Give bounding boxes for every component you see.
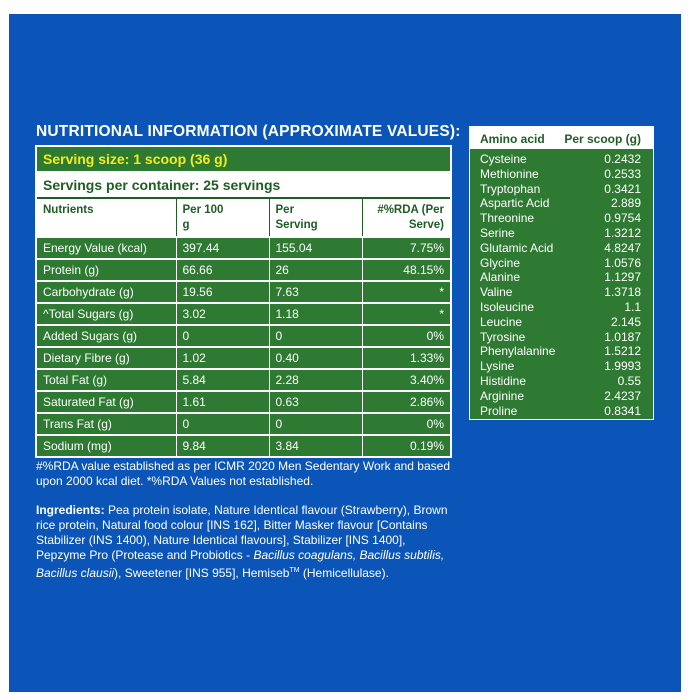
cell-per-serving: 0	[269, 413, 362, 435]
amino-acid-value: 2.4237	[604, 388, 641, 403]
cell-per-serving: 7.63	[269, 281, 362, 303]
amino-acid-name: Threonine	[480, 211, 535, 226]
header-rda	[362, 199, 450, 237]
list-item	[470, 167, 653, 182]
amino-acid-name: Isoleucine	[480, 299, 535, 314]
cell-per-100g: 397.44	[176, 237, 269, 259]
table-row	[37, 435, 450, 456]
amino-acid-name: Proline	[480, 403, 518, 418]
list-item	[470, 359, 653, 374]
cell-nutrient: Trans Fat (g)	[37, 413, 176, 435]
cell-nutrient: Total Fat (g)	[37, 369, 176, 391]
amino-acid-value: 1.1	[624, 299, 641, 314]
list-item	[470, 226, 653, 241]
amino-acid-value: 4.8247	[604, 240, 641, 255]
amino-acid-name: Arginine	[480, 388, 525, 403]
ingredients-label: Ingredients:	[36, 503, 105, 517]
cell-rda: 0%	[362, 413, 450, 435]
cell-per-serving: 3.84	[269, 435, 362, 456]
amino-acid-value: 2.145	[610, 314, 641, 329]
trademark-mark: TM	[289, 567, 300, 574]
nutrition-table	[37, 199, 450, 456]
cell-nutrient: Energy Value (kcal)	[37, 237, 176, 259]
amino-acid-value: 0.55	[617, 373, 641, 388]
cell-per-100g: 9.84	[176, 435, 269, 456]
list-item	[470, 374, 653, 389]
list-item	[470, 330, 653, 345]
list-item	[470, 211, 653, 226]
servings-per-container: Servings per container: 25 servings	[37, 173, 450, 199]
cell-per-serving: 26	[269, 259, 362, 281]
cell-rda: 0%	[362, 325, 450, 347]
amino-acid-value: 0.2432	[604, 152, 641, 166]
amino-acid-name: Lysine	[480, 359, 515, 374]
amino-acid-name: Methionine	[480, 166, 539, 181]
cell-per-100g: 19.56	[176, 281, 269, 303]
cell-per-100g: 1.61	[176, 391, 269, 413]
table-row	[37, 325, 450, 347]
amino-acid-value: 0.2533	[604, 166, 641, 181]
ingredients-text-1: Pea protein isolate, Nature Identical flavour (Strawberry), Brown rice protein, Natural food colour [INS 162], Bitter Masker flavour [Contains Stabilizer (INS 1400), Nature Identical flavours], Stabilizer [INS 1400], Pepzyme Pro (Protease and Probiotics -	[36, 503, 448, 562]
list-item	[470, 241, 653, 256]
amino-acid-name: Aspartic Acid	[480, 196, 550, 211]
cell-rda: *	[362, 281, 450, 303]
cell-nutrient: ^Total Sugars (g)	[37, 303, 176, 325]
cell-per-serving: 2.28	[269, 369, 362, 391]
cell-per-100g: 0	[176, 325, 269, 347]
amino-acid-name: Cysteine	[480, 152, 527, 166]
amino-acid-name: Glutamic Acid	[480, 240, 554, 255]
cell-nutrient: Protein (g)	[37, 259, 176, 281]
amino-acid-value: 0.3421	[604, 181, 641, 196]
ingredients-probiotics: Bacillus coagulans, Bacillus subtilis, Bacillus clausii	[36, 548, 445, 580]
list-item	[470, 389, 653, 404]
cell-per-100g: 66.66	[176, 259, 269, 281]
amino-acid-table	[469, 126, 654, 420]
amino-rows	[470, 149, 653, 418]
cell-per-serving: 1.18	[269, 303, 362, 325]
cell-nutrient: Carbohydrate (g)	[37, 281, 176, 303]
table-row	[37, 391, 450, 413]
header-per-100g	[176, 199, 269, 237]
page-title: NUTRITIONAL INFORMATION (APPROXIMATE VALUES):	[36, 123, 461, 140]
table-row	[37, 281, 450, 303]
cell-nutrient: Added Sugars (g)	[37, 325, 176, 347]
amino-acid-value: 2.889	[610, 196, 641, 211]
amino-acid-value: 0.8341	[604, 403, 641, 418]
list-item	[470, 300, 653, 315]
cell-per-serving: 0	[269, 325, 362, 347]
header-per-serving	[269, 199, 362, 237]
cell-rda: 0.19%	[362, 435, 450, 456]
header-amino-acid: Amino acid	[480, 132, 545, 146]
table-row	[37, 413, 450, 435]
table-row	[37, 303, 450, 325]
cell-per-serving: 155.04	[269, 237, 362, 259]
cell-rda: 3.40%	[362, 369, 450, 391]
list-item	[470, 196, 653, 211]
amino-acid-name: Valine	[480, 285, 513, 300]
amino-acid-name: Serine	[480, 225, 515, 240]
header-rda-label: #%RDA (Per Serve)	[377, 204, 444, 231]
list-item	[470, 315, 653, 330]
table-row	[37, 237, 450, 259]
cell-rda: *	[362, 303, 450, 325]
serving-size: Serving size: 1 scoop (36 g)	[37, 147, 450, 173]
amino-acid-value: 1.3718	[604, 285, 641, 300]
cell-rda: 7.75%	[362, 237, 450, 259]
cell-nutrient: Saturated Fat (g)	[37, 391, 176, 413]
table-row	[37, 347, 450, 369]
cell-per-100g: 0	[176, 413, 269, 435]
amino-acid-value: 1.3212	[604, 225, 641, 240]
table-row	[37, 369, 450, 391]
amino-acid-value: 1.0187	[604, 329, 641, 344]
list-item	[470, 344, 653, 359]
amino-acid-name: Alanine	[480, 270, 521, 285]
cell-per-100g: 1.02	[176, 347, 269, 369]
cell-per-100g: 5.84	[176, 369, 269, 391]
amino-acid-value: 1.1297	[604, 270, 641, 285]
header-nutrients: Nutrients	[37, 199, 176, 237]
amino-header-row	[470, 127, 653, 149]
table-row	[37, 259, 450, 281]
amino-acid-value: 1.9993	[604, 359, 641, 374]
rda-note: #%RDA value established as per ICMR 2020 Men Sedentary Work and based upon 2000 kcal diet. *%RDA Values not established.	[36, 459, 451, 488]
ingredients-block	[36, 503, 456, 581]
ingredients-text-2: ), Sweetener [INS 955], Hemiseb	[114, 566, 290, 580]
cell-nutrient: Sodium (mg)	[37, 435, 176, 456]
amino-acid-value: 0.9754	[604, 211, 641, 226]
list-item	[470, 270, 653, 285]
cell-per-100g: 3.02	[176, 303, 269, 325]
list-item	[470, 404, 653, 419]
list-item	[470, 285, 653, 300]
amino-acid-name: Phenylalanine	[480, 344, 556, 359]
amino-acid-name: Glycine	[480, 255, 521, 270]
ingredients-text-3: (Hemicellulase).	[299, 566, 389, 580]
cell-nutrient: Dietary Fibre (g)	[37, 347, 176, 369]
cell-rda: 48.15%	[362, 259, 450, 281]
nutrition-table-container	[35, 145, 452, 458]
list-item	[470, 256, 653, 271]
header-per-scoop: Per scoop (g)	[564, 132, 641, 146]
amino-acid-name: Tryptophan	[480, 181, 541, 196]
cell-rda: 1.33%	[362, 347, 450, 369]
amino-acid-value: 1.5212	[604, 344, 641, 359]
nutrition-header-row	[37, 199, 450, 237]
list-item	[470, 152, 653, 167]
header-per-100g-label: Per 100 g	[182, 204, 224, 231]
cell-per-serving: 0.40	[269, 347, 362, 369]
amino-acid-value: 1.0576	[604, 255, 641, 270]
cell-per-serving: 0.63	[269, 391, 362, 413]
amino-acid-name: Leucine	[480, 314, 523, 329]
list-item	[470, 182, 653, 197]
amino-acid-name: Histidine	[480, 373, 527, 388]
cell-rda: 2.86%	[362, 391, 450, 413]
header-per-serving-label: Per Serving	[275, 204, 318, 231]
nutrition-table-body	[37, 237, 450, 456]
amino-acid-name: Tyrosine	[480, 329, 526, 344]
